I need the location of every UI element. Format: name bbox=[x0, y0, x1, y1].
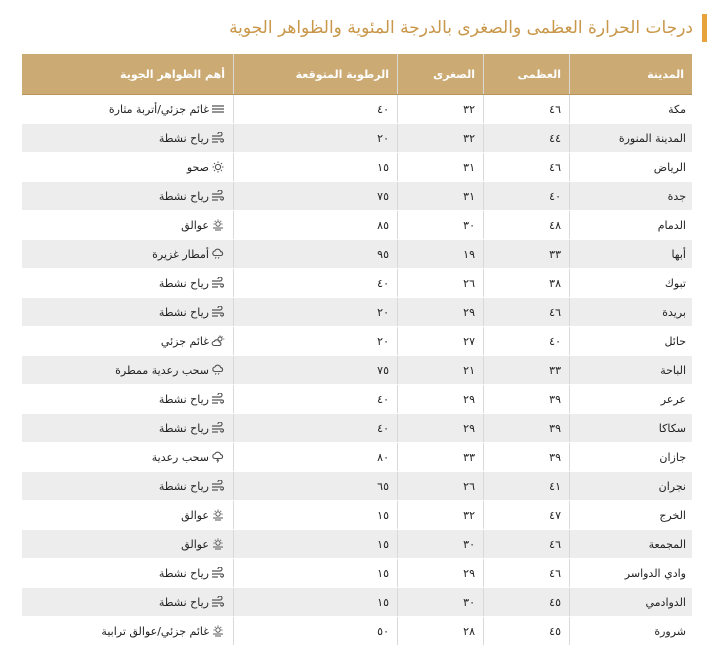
humidity-cell: ٢٠ bbox=[233, 298, 397, 326]
dust-icon bbox=[211, 509, 225, 521]
table-row bbox=[22, 588, 692, 617]
condition-cell bbox=[22, 269, 233, 297]
min-temp-cell: ٣٠ bbox=[397, 588, 483, 616]
table-row bbox=[22, 414, 692, 443]
max-temp-cell: ٤٥ bbox=[483, 617, 569, 645]
wind-icon bbox=[211, 393, 225, 405]
city-cell: جازان bbox=[569, 443, 692, 471]
condition-text: غائم جزئي/أتربة مثارة bbox=[108, 102, 209, 116]
condition-text: سحب رعدية bbox=[151, 450, 209, 464]
min-temp-cell: ٣١ bbox=[397, 182, 483, 210]
humidity-cell: ٩٥ bbox=[233, 240, 397, 268]
condition-cell bbox=[22, 124, 233, 152]
condition-cell bbox=[22, 182, 233, 210]
city-cell: المدينة المنورة bbox=[569, 124, 692, 152]
city-cell: المجمعة bbox=[569, 530, 692, 558]
condition bbox=[161, 335, 225, 348]
condition bbox=[159, 190, 225, 203]
max-temp-cell: ٤١ bbox=[483, 472, 569, 500]
table-body bbox=[22, 95, 692, 646]
max-temp-cell: ٤٦ bbox=[483, 530, 569, 558]
condition-text: رياح نشطة bbox=[158, 131, 209, 145]
max-temp-cell: ٣٩ bbox=[483, 385, 569, 413]
wind-icon bbox=[211, 480, 225, 492]
condition bbox=[159, 567, 225, 580]
table-row bbox=[22, 269, 692, 298]
max-temp-cell: ٤٦ bbox=[483, 559, 569, 587]
condition-text: عوالق bbox=[181, 537, 209, 551]
condition bbox=[181, 509, 225, 522]
table-row bbox=[22, 385, 692, 414]
city-cell: الرياض bbox=[569, 153, 692, 181]
condition-text: رياح نشطة bbox=[158, 189, 209, 203]
min-temp-cell: ٢٩ bbox=[397, 414, 483, 442]
min-temp-cell: ٣١ bbox=[397, 153, 483, 181]
condition-text: رياح نشطة bbox=[158, 276, 209, 290]
max-temp-cell: ٤٦ bbox=[483, 95, 569, 123]
condition-cell bbox=[22, 617, 233, 645]
city-cell: حائل bbox=[569, 327, 692, 355]
humidity-cell: ٤٠ bbox=[233, 269, 397, 297]
header-city: المدينة bbox=[569, 54, 692, 94]
condition-text: عوالق bbox=[181, 218, 209, 232]
condition-cell bbox=[22, 95, 233, 123]
condition-text: عوالق bbox=[181, 508, 209, 522]
condition bbox=[152, 248, 225, 261]
min-temp-cell: ٢٩ bbox=[397, 298, 483, 326]
table-row bbox=[22, 443, 692, 472]
condition bbox=[159, 393, 225, 406]
city-cell: الخرج bbox=[569, 501, 692, 529]
max-temp-cell: ٤٤ bbox=[483, 124, 569, 152]
wind-icon bbox=[211, 132, 225, 144]
wind-icon bbox=[211, 567, 225, 579]
wind-icon bbox=[211, 422, 225, 434]
header-max: العظمى bbox=[483, 54, 569, 94]
condition-text: رياح نشطة bbox=[158, 421, 209, 435]
sun-icon bbox=[211, 161, 225, 173]
max-temp-cell: ٤٠ bbox=[483, 182, 569, 210]
table-row bbox=[22, 153, 692, 182]
min-temp-cell: ٣٢ bbox=[397, 501, 483, 529]
condition bbox=[152, 451, 225, 464]
condition-text: سحب رعدية ممطرة bbox=[115, 363, 209, 377]
table-row bbox=[22, 124, 692, 153]
dust-icon bbox=[211, 219, 225, 231]
condition-cell bbox=[22, 356, 233, 384]
condition bbox=[187, 161, 225, 174]
condition bbox=[159, 596, 225, 609]
max-temp-cell: ٣٣ bbox=[483, 356, 569, 384]
condition-cell bbox=[22, 211, 233, 239]
max-temp-cell: ٣٨ bbox=[483, 269, 569, 297]
humidity-cell: ٨٠ bbox=[233, 443, 397, 471]
min-temp-cell: ٢١ bbox=[397, 356, 483, 384]
header-min: الصغرى bbox=[397, 54, 483, 94]
table-row bbox=[22, 617, 692, 646]
condition-cell bbox=[22, 414, 233, 442]
table-row bbox=[22, 559, 692, 588]
city-cell: سكاكا bbox=[569, 414, 692, 442]
condition bbox=[181, 538, 225, 551]
min-temp-cell: ٣٢ bbox=[397, 95, 483, 123]
dust-icon bbox=[211, 538, 225, 550]
condition-text: رياح نشطة bbox=[158, 392, 209, 406]
humidity-cell: ٦٥ bbox=[233, 472, 397, 500]
table-row bbox=[22, 298, 692, 327]
city-cell: أبها bbox=[569, 240, 692, 268]
dust-icon bbox=[211, 625, 225, 637]
table-row bbox=[22, 472, 692, 501]
condition-cell bbox=[22, 153, 233, 181]
condition-cell bbox=[22, 240, 233, 268]
humidity-cell: ٢٠ bbox=[233, 327, 397, 355]
city-cell: وادي الدواسر bbox=[569, 559, 692, 587]
rain-icon bbox=[211, 248, 225, 260]
condition-text: رياح نشطة bbox=[158, 305, 209, 319]
table-row bbox=[22, 211, 692, 240]
max-temp-cell: ٣٣ bbox=[483, 240, 569, 268]
condition bbox=[159, 277, 225, 290]
condition bbox=[159, 480, 225, 493]
condition-cell bbox=[22, 530, 233, 558]
humidity-cell: ١٥ bbox=[233, 588, 397, 616]
table-row bbox=[22, 356, 692, 385]
condition-text: صحو bbox=[186, 160, 209, 174]
city-cell: الدمام bbox=[569, 211, 692, 239]
condition-cell bbox=[22, 559, 233, 587]
haze-icon bbox=[211, 103, 225, 115]
table-header bbox=[22, 54, 692, 95]
header-humidity: الرطوبة المتوقعة bbox=[233, 54, 397, 94]
condition-text: رياح نشطة bbox=[158, 566, 209, 580]
table-row bbox=[22, 501, 692, 530]
condition bbox=[115, 364, 225, 377]
humidity-cell: ٥٠ bbox=[233, 617, 397, 645]
rain-icon bbox=[211, 364, 225, 376]
thunder-icon bbox=[211, 451, 225, 463]
humidity-cell: ٧٥ bbox=[233, 356, 397, 384]
partly-cloudy-icon bbox=[211, 335, 225, 347]
min-temp-cell: ٢٩ bbox=[397, 385, 483, 413]
wind-icon bbox=[211, 190, 225, 202]
condition-cell bbox=[22, 327, 233, 355]
humidity-cell: ٧٥ bbox=[233, 182, 397, 210]
humidity-cell: ٤٠ bbox=[233, 385, 397, 413]
city-cell: مكة bbox=[569, 95, 692, 123]
wind-icon bbox=[211, 277, 225, 289]
min-temp-cell: ٣٠ bbox=[397, 211, 483, 239]
condition bbox=[109, 103, 225, 116]
condition-cell bbox=[22, 298, 233, 326]
min-temp-cell: ٢٦ bbox=[397, 472, 483, 500]
page-title-wrap bbox=[229, 14, 707, 42]
condition bbox=[159, 306, 225, 319]
min-temp-cell: ٢٩ bbox=[397, 559, 483, 587]
max-temp-cell: ٤٠ bbox=[483, 327, 569, 355]
weather-table bbox=[22, 54, 692, 646]
max-temp-cell: ٤٧ bbox=[483, 501, 569, 529]
page-title: درجات الحرارة العظمى والصغرى بالدرجة المئوية والظواهر الجوية bbox=[229, 18, 693, 38]
table-row bbox=[22, 95, 692, 124]
max-temp-cell: ٣٩ bbox=[483, 414, 569, 442]
max-temp-cell: ٤٥ bbox=[483, 588, 569, 616]
condition-cell bbox=[22, 501, 233, 529]
humidity-cell: ١٥ bbox=[233, 559, 397, 587]
min-temp-cell: ١٩ bbox=[397, 240, 483, 268]
city-cell: عرعر bbox=[569, 385, 692, 413]
table-row bbox=[22, 240, 692, 269]
min-temp-cell: ٣٠ bbox=[397, 530, 483, 558]
wind-icon bbox=[211, 596, 225, 608]
title-accent-bar bbox=[702, 14, 707, 42]
min-temp-cell: ٣٢ bbox=[397, 124, 483, 152]
condition-cell bbox=[22, 588, 233, 616]
max-temp-cell: ٤٨ bbox=[483, 211, 569, 239]
condition-text: غائم جزئي bbox=[160, 334, 209, 348]
humidity-cell: ١٥ bbox=[233, 153, 397, 181]
condition-cell bbox=[22, 443, 233, 471]
condition bbox=[159, 132, 225, 145]
wind-icon bbox=[211, 306, 225, 318]
condition bbox=[159, 422, 225, 435]
condition-cell bbox=[22, 472, 233, 500]
condition-text: رياح نشطة bbox=[158, 595, 209, 609]
table-row bbox=[22, 530, 692, 559]
header-condition: أهم الظواهر الجوية bbox=[120, 67, 225, 81]
city-cell: الباحة bbox=[569, 356, 692, 384]
humidity-cell: ٤٠ bbox=[233, 414, 397, 442]
table-row bbox=[22, 182, 692, 211]
condition bbox=[101, 625, 225, 638]
condition bbox=[181, 219, 225, 232]
humidity-cell: ١٥ bbox=[233, 530, 397, 558]
city-cell: تبوك bbox=[569, 269, 692, 297]
condition-text: أمطار غزيرة bbox=[152, 247, 209, 261]
min-temp-cell: ٢٦ bbox=[397, 269, 483, 297]
city-cell: جدة bbox=[569, 182, 692, 210]
min-temp-cell: ٢٨ bbox=[397, 617, 483, 645]
humidity-cell: ١٥ bbox=[233, 501, 397, 529]
humidity-cell: ٤٠ bbox=[233, 95, 397, 123]
city-cell: شرورة bbox=[569, 617, 692, 645]
min-temp-cell: ٣٣ bbox=[397, 443, 483, 471]
condition-cell bbox=[22, 385, 233, 413]
condition-text: غائم جزئي/عوالق ترابية bbox=[101, 624, 209, 638]
city-cell: بريدة bbox=[569, 298, 692, 326]
max-temp-cell: ٤٦ bbox=[483, 298, 569, 326]
min-temp-cell: ٢٧ bbox=[397, 327, 483, 355]
max-temp-cell: ٣٩ bbox=[483, 443, 569, 471]
humidity-cell: ٢٠ bbox=[233, 124, 397, 152]
table-row bbox=[22, 327, 692, 356]
max-temp-cell: ٤٦ bbox=[483, 153, 569, 181]
city-cell: نجران bbox=[569, 472, 692, 500]
humidity-cell: ٨٥ bbox=[233, 211, 397, 239]
condition-text: رياح نشطة bbox=[158, 479, 209, 493]
city-cell: الدوادمي bbox=[569, 588, 692, 616]
